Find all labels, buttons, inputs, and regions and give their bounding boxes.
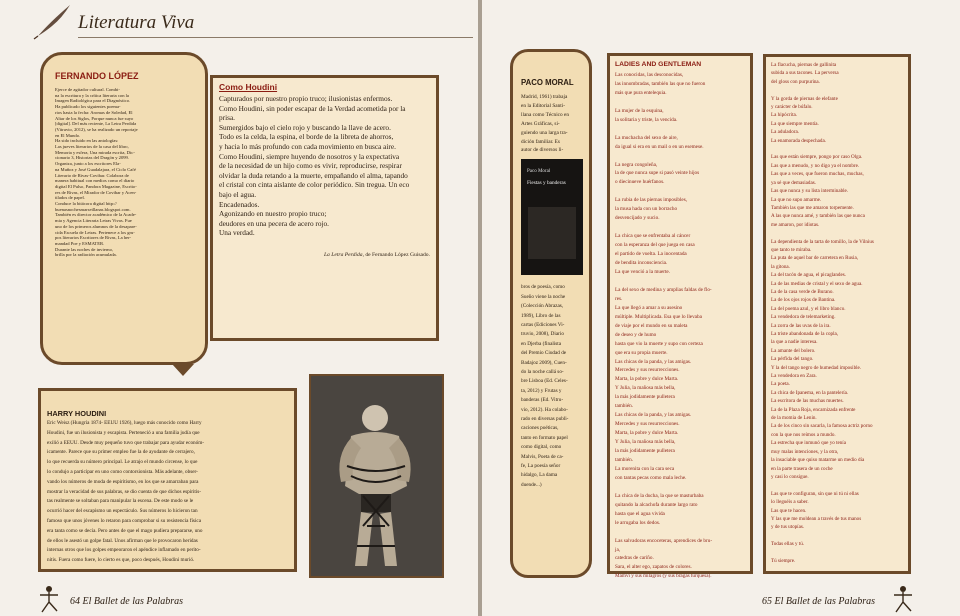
bio-line: fe, La poesía señor — [521, 463, 561, 470]
poem-line: Tú siempre. — [771, 557, 796, 564]
poem-line: le arrugaba los dedos. — [615, 519, 661, 526]
poem-line: La amante del bolero. — [771, 347, 816, 354]
poem-line: La poeta. — [771, 381, 790, 388]
poem-line: con la que nos reímos a mundo. — [771, 431, 836, 438]
poem-line: de la momia de Lenin. — [771, 415, 817, 422]
bio-line: rado en diversas publi- — [521, 416, 569, 423]
fernando-bio-text — [55, 87, 196, 258]
bio-line: era tanta como se decía. Pero antes de que el mago pudiera prepararse, uno — [47, 527, 203, 534]
bio-line: Madrid, 1961) trabaja — [521, 94, 568, 100]
bio-line: na Muñoz y José Guadalajara, el Ciclo Café — [55, 166, 136, 172]
poem-line — [771, 532, 904, 540]
bio-line: banderas (Ed. Vitru- — [521, 397, 564, 404]
poem-line: La flacucha, piernas de gallinita — [771, 62, 837, 68]
poem-line: o diecinueve huérfanos. — [615, 179, 665, 186]
bio-line: (Colección Abrazas, — [521, 303, 564, 310]
bio-line: hidalgo, La dama — [521, 472, 558, 479]
poem-line: Las que a veces, que fueron muchas, muchas, — [771, 171, 864, 178]
poem-line: Las que te hacen. — [771, 507, 807, 514]
paco-bio-text-top — [521, 93, 585, 155]
poem-line: ja, — [615, 546, 621, 553]
poem-line: La aduladora. — [771, 129, 800, 136]
poem-line — [615, 223, 746, 232]
poem-line: catedras de cariño. — [615, 555, 654, 562]
bio-line: También es director académico de la Acade- — [55, 212, 137, 218]
poem-line: Las chicas de la panda, y las amigas. — [615, 412, 692, 419]
poem-line: Capturados por nuestro propio truco; ilusionistas enfermos. — [219, 94, 393, 103]
poem-line: La puta de aquel bar de carretera en Rusia, — [771, 255, 858, 262]
bio-line: vio, 2012). Ha colabo- — [521, 406, 568, 413]
poem-line: La dependienta de la tarta de tomillo, la de Vilnius — [771, 238, 874, 245]
book-author: Paco Moral — [527, 169, 551, 175]
fernando-heading: FERNANDO LÓPEZ — [55, 71, 139, 81]
poem-line: Mamví y sus milagros (y sus bragas turquesa). — [615, 573, 712, 580]
poem-line: en la parte trasera de un coche — [771, 465, 833, 472]
poem-line: La de la casa verde de Burano. — [771, 288, 834, 295]
poem-line: La que venció a la muerte. — [615, 268, 671, 275]
poem-line: La del tacón de agua, el picaglandes. — [771, 272, 846, 279]
poem-line: quitando la alcachofa durante largo rato — [615, 501, 698, 508]
source-author: , de Fernando López Guisado. — [362, 251, 430, 258]
poem-line: que era su propia muerte. — [615, 349, 668, 356]
bio-line: Eric Weisz (Hungría 1874- EEUU 1926), luego más conocido como Harry — [47, 420, 202, 426]
poem-line: olvidar la duda retando a la muerte, empañando el alma, tapando — [219, 170, 408, 180]
poem-line — [615, 528, 746, 537]
header-title: Literatura Viva — [78, 12, 195, 33]
poem-line: También las que me amaron torpemente. — [771, 204, 854, 211]
bio-line: Memoria y esfera, Una mirada escrita, Dic- — [55, 149, 135, 155]
bio-line: cartas (Ediciones Vi- — [521, 321, 565, 328]
bio-line: del Premio Ciudad de — [521, 350, 567, 357]
bio-line: mia y Agencia Literaria Letras Vivas. Fue — [55, 218, 132, 224]
bio-line: manera habitual con medios como el diario — [55, 178, 135, 184]
poem-line: La pérfida del tango. — [771, 356, 814, 363]
poem-line: La estrecha que inmunó que yo tenía — [771, 440, 846, 447]
poem-line: La hipócrita. — [771, 112, 798, 119]
poem-line — [771, 145, 904, 153]
bio-line: Las jueves literarios de la casa del libro, — [55, 144, 129, 150]
poem-line: Las que te configuran, sin que ni tú ni ellas — [771, 490, 859, 497]
bio-line: vando los números de moda de espiritismo, en los que se amarraban para — [47, 478, 199, 485]
poem-line — [771, 86, 904, 94]
book-title: Fiestas y banderas — [527, 180, 566, 187]
poem-line: Una verdad. — [219, 228, 255, 238]
houdini-bio-text — [47, 419, 289, 566]
poem-line: más que pura entelequia. — [615, 89, 667, 96]
poem-line: Las que a menudo, y no digo ya el nombre. — [771, 162, 860, 169]
poem-line — [771, 229, 904, 237]
poem-line: Como Houdini, sin poder escapar de la Verdad acometida por la — [219, 103, 406, 113]
poem-line — [615, 125, 746, 134]
poem-line: La de los ojos rojos de Bantina. — [771, 297, 836, 304]
poem-line: Todas ellas y tú. — [771, 541, 805, 548]
bio-line: llana como Técnico en — [521, 111, 569, 118]
bio-line: Ha sido incluido en las antologías: — [55, 138, 119, 144]
bio-line: nitis. Fuera como fuere, lo cierto es que, poco después, Houdini murió. — [47, 557, 195, 564]
poem-line: Las que están siempre, pongo por caso Olga. — [771, 154, 863, 161]
poem-line: La del sexo de medina y amplias faldas de flo- — [615, 286, 712, 293]
bio-line: en Djerba (finalista — [521, 340, 562, 347]
ladies-poem-text — [615, 71, 746, 581]
poem-line: Y la gorda de piernas de elefante — [771, 95, 838, 102]
poem-line: y carácter de búfalo. — [771, 104, 813, 111]
bio-line: en El Mundo. — [55, 132, 81, 138]
poem-line: Como Houdini, siempre huyendo de nosotros y la expectativa — [219, 151, 400, 161]
bio-line: bros de poesía, como — [521, 284, 565, 291]
poem-line: deudores en una pecera de acero rojo. — [219, 218, 330, 228]
bio-line: como digital, como — [521, 444, 562, 451]
poem-line: la gitona. — [771, 263, 790, 270]
poem-line: Todo es la celda, la espina, el borde de la libreta de ahorros, — [219, 132, 394, 142]
poem-line: La zorra de las uvas de la ira. — [771, 322, 831, 329]
houdini-poem-title: Como Houdini — [219, 82, 278, 92]
bio-line: cionario 3, Historias del Dragón y 2099. — [55, 155, 129, 161]
poem-line: el cristal con cinta aislante de color periódico. Sin tregua. Un eco — [219, 180, 410, 190]
poem-line: también. — [615, 456, 634, 463]
poem-line: Las chicas de la panda, y las amigas. — [615, 358, 692, 365]
poem-line: res. — [615, 295, 623, 302]
bio-line: na la escritura y la crítica literaria con la — [55, 92, 129, 98]
poem-line: La enamorada despechada. — [771, 137, 827, 144]
poem-line: la solitaria y triste, la vencida. — [615, 116, 678, 123]
poem-line — [615, 187, 746, 196]
bio-line: famoso que unos jóvenes lo retaron para comprobar si su resistencia física — [47, 517, 201, 524]
poem-line: de la necesidad de un hijo como es vivir, reproducirse, respirar — [219, 161, 402, 171]
bio-line: de ellos le asestó un golpe fatal. Unos afirman que le provocaron heridas — [47, 537, 198, 544]
poem-line: La del poema azul, y el libro blanco. — [771, 305, 846, 312]
right-page — [482, 0, 960, 616]
bio-line: 1989), Libro de las — [521, 312, 561, 319]
bio-line: Durante las noches de invierno, — [55, 246, 114, 252]
bio-line: duende...) — [521, 481, 542, 488]
left-page-number: 64 El Ballet de las Palabras — [70, 596, 184, 607]
poem-line: que tanto te miraba. — [771, 246, 812, 253]
speech-pointer — [172, 364, 194, 376]
poem-line: Y las que me moldean a través de tus manos — [771, 515, 862, 522]
poem-line: prisa. — [219, 113, 236, 123]
poem-line: La que siempre mentía. — [771, 120, 819, 127]
poem-line: del gloss con purpurina. — [771, 78, 820, 85]
poem-line: La de los cinco sin sacarla, la famosa actriz porno — [771, 423, 873, 430]
poem-line: me amaron, por idiotas. — [771, 221, 820, 228]
poem-line: muy malas intenciones, y la otra, — [771, 448, 839, 455]
book-cover-art — [528, 207, 576, 259]
dancer-icon — [890, 584, 916, 614]
poem-line — [615, 277, 746, 286]
poem-line: las innombradas, también las que no fueron — [615, 80, 706, 87]
bio-line: bre Lisboa (Ed. Celes- — [521, 378, 568, 385]
bio-line: do la noche callá so- — [521, 369, 564, 375]
paco-heading: PACO MORAL — [521, 78, 574, 87]
paco-book-cover — [521, 159, 583, 275]
poem-line: Encadenados. — [219, 199, 260, 209]
houdini-heading: HARRY HOUDINI — [47, 409, 107, 418]
bio-line: rios hasta la fecha: Aromas de Soledad, El — [55, 109, 133, 115]
dancer-icon — [36, 584, 62, 614]
poem-line: Sumergidos bajo el cielo rojo y buscando la llave de acero. — [219, 122, 391, 132]
poem-line: La rubia de las piernas imposibles, — [615, 197, 688, 204]
poem-line: La que no supo amarme. — [771, 196, 822, 203]
bio-line: [digital]. Del más reciente, La Letra Perdida — [55, 121, 137, 127]
poem-line: la que a nadie interesa. — [771, 339, 818, 346]
houdini-poem-text — [219, 94, 430, 238]
poem-line: La mujer de la esquina, — [615, 107, 664, 114]
bio-line: autor de diversos li- — [521, 147, 564, 154]
poem-line: Mercedes y sus resurrecciones. — [615, 421, 680, 428]
bio-line: ta, 2012) y Frutas y — [521, 387, 562, 394]
bio-line: uno de los primeros alumnos de la desapare- — [55, 223, 137, 229]
poem-line: La chica de la ducha, la que se masturbaba — [615, 492, 704, 499]
continuation-poem-box — [763, 54, 911, 574]
bio-line: ocurrió hacer del escapismo un espectáculo. Sus números lo hicieron tan — [47, 508, 198, 515]
bio-line: tanto en formato papel — [521, 434, 568, 441]
bio-line: Malvis, Poeta de ca- — [521, 453, 564, 460]
bio-line: brilla por la radiación acumulada. — [55, 252, 117, 258]
poem-line: desvencijado y sucio. — [615, 215, 660, 222]
poem-line — [615, 152, 746, 161]
continuation-poem-text — [771, 61, 904, 565]
poem-line: también. — [615, 403, 634, 410]
left-page — [0, 0, 478, 616]
bio-line: tas realmente se soltaban para manipular la escena. De este modo se le — [47, 498, 194, 505]
poem-line: Las conocidas, las desconocidas, — [615, 72, 684, 78]
bio-line: dición familiar. Es — [521, 138, 560, 145]
houdini-photo — [309, 374, 444, 578]
poem-line: subida a sus tacones. La perversa — [771, 70, 839, 77]
bio-line: Sueño viene la noche — [521, 293, 566, 300]
bio-line: icamente. Parece que su primer empleo fue la de ayudante de cerrajero, — [47, 449, 195, 456]
poem-line: La morenita con la cara seca — [615, 465, 675, 472]
bio-line: Literario de Rivas-Covibar. Colabora de — [55, 172, 129, 178]
poem-line — [615, 98, 746, 107]
poem-line — [771, 481, 904, 489]
bio-line: pos literarios Escritores de Rivas, La her- — [55, 235, 132, 241]
poem-line: y hacia lo más profundo con cada movimiento en busca aire. — [219, 141, 396, 151]
left-footer — [36, 584, 236, 614]
poem-line: La que llegó a amar a su asesino — [615, 304, 683, 311]
poem-line: La vendedora de telemarketing. — [771, 314, 836, 321]
bio-line: res de Rivas, el Mirador de Covibar y Acen- — [55, 189, 137, 195]
poem-line: La de las medias de cristal y el sexo de agua. — [771, 280, 863, 287]
poem-line: y casi lo consigue. — [771, 473, 809, 480]
poem-line: Y Julia, la mañosa más bella, — [615, 439, 676, 446]
poem-line: La negra congoleña, — [615, 161, 658, 168]
poem-line: hasta que el agua vivida — [615, 510, 665, 517]
bio-line: guiendo una larga tra- — [521, 129, 568, 136]
poem-line: de viaje por el mundo en su maleta — [615, 322, 688, 329]
poem-line: la musa hada con un borracho — [615, 206, 678, 213]
poem-line: Y la del tango negro de humedad imposible. — [771, 364, 862, 371]
bio-line: digital El Pulso, Pandora Magazine, Escrito- — [55, 183, 137, 189]
poem-line: bajo el agua. — [219, 189, 257, 199]
bio-line: mostrar la veracidad de sus palabras, se dio cuenta de que dichos espiritis- — [47, 488, 201, 495]
bio-line: Imagen Radiológica para el Diagnóstico. — [55, 98, 131, 104]
poem-line: Mercedes y sus resurrecciones. — [615, 367, 680, 374]
bio-line: exilió a EEUU. Desde muy pequeño tuvo que trabajar para ayudar económ- — [47, 439, 205, 446]
bio-line: Houdini, fue un ilusionista y escapista. Perteneció a una familia judía que — [47, 429, 200, 436]
poem-line: da igual si era en un mail o en un esemese. — [615, 143, 704, 150]
bio-line: caciones poéticas, — [521, 425, 559, 432]
right-page-number: 65 El Ballet de las Palabras — [762, 596, 876, 607]
ladies-poem-box — [607, 53, 753, 580]
poem-line: con la esperanza del que juega en casa — [615, 242, 695, 249]
poem-line: la más jodidamente pulletera — [615, 394, 675, 401]
bio-line: (Vitruvio, 2012), se ha realizado un reportaje — [55, 126, 138, 132]
poem-line: hasta que vio la muerte y supo con certeza — [615, 340, 703, 347]
poem-line: con tantas pecas como mala leche. — [615, 474, 687, 481]
quill-icon — [32, 2, 78, 40]
poem-line: Sara, el alter ego, zapatos de colores. — [615, 564, 692, 571]
poem-line: de deseo y de humo — [615, 331, 657, 338]
bio-line: lo que recuerda su número principal. Le atrajo el mundo circense, lo que — [47, 459, 198, 466]
bio-line: Ejerce de agitador cultural. Combi- — [55, 87, 120, 92]
poem-line: La de la Plaza Roja, encarnizada enfrente — [771, 406, 856, 413]
poem-line: y de tus utopías. — [771, 524, 805, 531]
poem-line — [615, 483, 746, 492]
poem-line: ya sé que demasiadas. — [771, 179, 816, 186]
bio-line: Badajoz 2009), Cuen- — [521, 359, 567, 366]
bio-line: en la Editorial Santi- — [521, 102, 565, 109]
houdini-bio-box — [38, 388, 297, 572]
poem-line: La chica que se enfrentaba al cáncer — [615, 233, 691, 240]
houdini-poem-box — [210, 75, 439, 341]
bio-line: truvio, 2008), Diario — [521, 331, 564, 338]
poem-line: La muchacha del sexo de aire, — [615, 134, 678, 141]
poem-line: Marta, la pobre y dulce Marta. — [615, 430, 679, 437]
chained-man-illustration — [311, 376, 442, 576]
poem-line: la insaciable que quiso matarme un medio día — [771, 457, 865, 464]
right-footer — [718, 584, 958, 614]
poem-line: lo lleguéis a saber. — [771, 499, 809, 506]
poem-line: múltiple. Multiplicada. Esa que lo llevaba — [615, 313, 702, 320]
bio-line: Altar de los Siglos, Porque nunca fue suyo — [55, 115, 134, 121]
poem-line: A las que nunca amé, y también las que nunca — [771, 213, 865, 220]
header-rule — [78, 37, 473, 38]
paco-bio-box — [510, 49, 592, 578]
source-title: La Letra Perdida — [323, 251, 363, 258]
bio-line: internas otros que los golpes empeoraron el apéndice inflamado en perito- — [47, 547, 201, 554]
bio-line: buenasnochesmarseillanas.blogspot.com. — [55, 206, 131, 212]
paco-bio-text-bottom — [521, 283, 585, 490]
bio-line: Artes Gráficas, si- — [521, 120, 560, 127]
poem-line: la de que nunca supe si pasó veinte hijos — [615, 170, 700, 177]
bio-line: Conduce la bitácora digital http:// — [55, 201, 117, 207]
poem-line: La vendedora en Zara. — [771, 373, 817, 380]
ladies-poem-title: LADIES AND GENTLEMAN — [615, 61, 702, 68]
header-ornament — [32, 2, 78, 40]
poem-line: Y Julia, la mañosa más bella, — [615, 385, 676, 392]
houdini-poem-source — [219, 252, 430, 258]
poem-line: La escritora de las muchas muertes. — [771, 398, 844, 405]
poem-line: de bendita inconsciencia. — [615, 260, 668, 267]
bio-line: Organiza, junto a los escritores Ela- — [55, 161, 121, 167]
poem-line: el partido de vuelta. La inocentada — [615, 251, 687, 258]
poem-line: La triste abandonada de la copla, — [771, 331, 839, 337]
bio-line: Ha publicado los siguientes poema- — [55, 104, 121, 110]
bio-line: tilados de papel. — [55, 195, 85, 201]
poem-line: Marta, la pobre y dulce Marta. — [615, 376, 679, 383]
poem-line: la más jodidamente pulletera — [615, 448, 675, 455]
poem-line: La chica de Ipanema, en la pantelería. — [771, 389, 849, 396]
poem-line: Agonizando en nuestro propio truco; — [219, 209, 327, 219]
bio-line: lo condujo a participar en uno como contorsionista. Más adelante, obser- — [47, 468, 198, 475]
poem-line: Las que nunca y su lista interminable. — [771, 188, 849, 195]
poem-line — [771, 549, 904, 557]
fernando-bio-box — [40, 52, 208, 365]
poem-line: Las salvadoras encoceteras, aprendices de bru- — [615, 537, 713, 544]
bio-line: mandad Poe y ESMATER. — [55, 240, 105, 246]
bio-line: cida Escuela de Letras. Pertenece a los gru- — [55, 229, 135, 235]
